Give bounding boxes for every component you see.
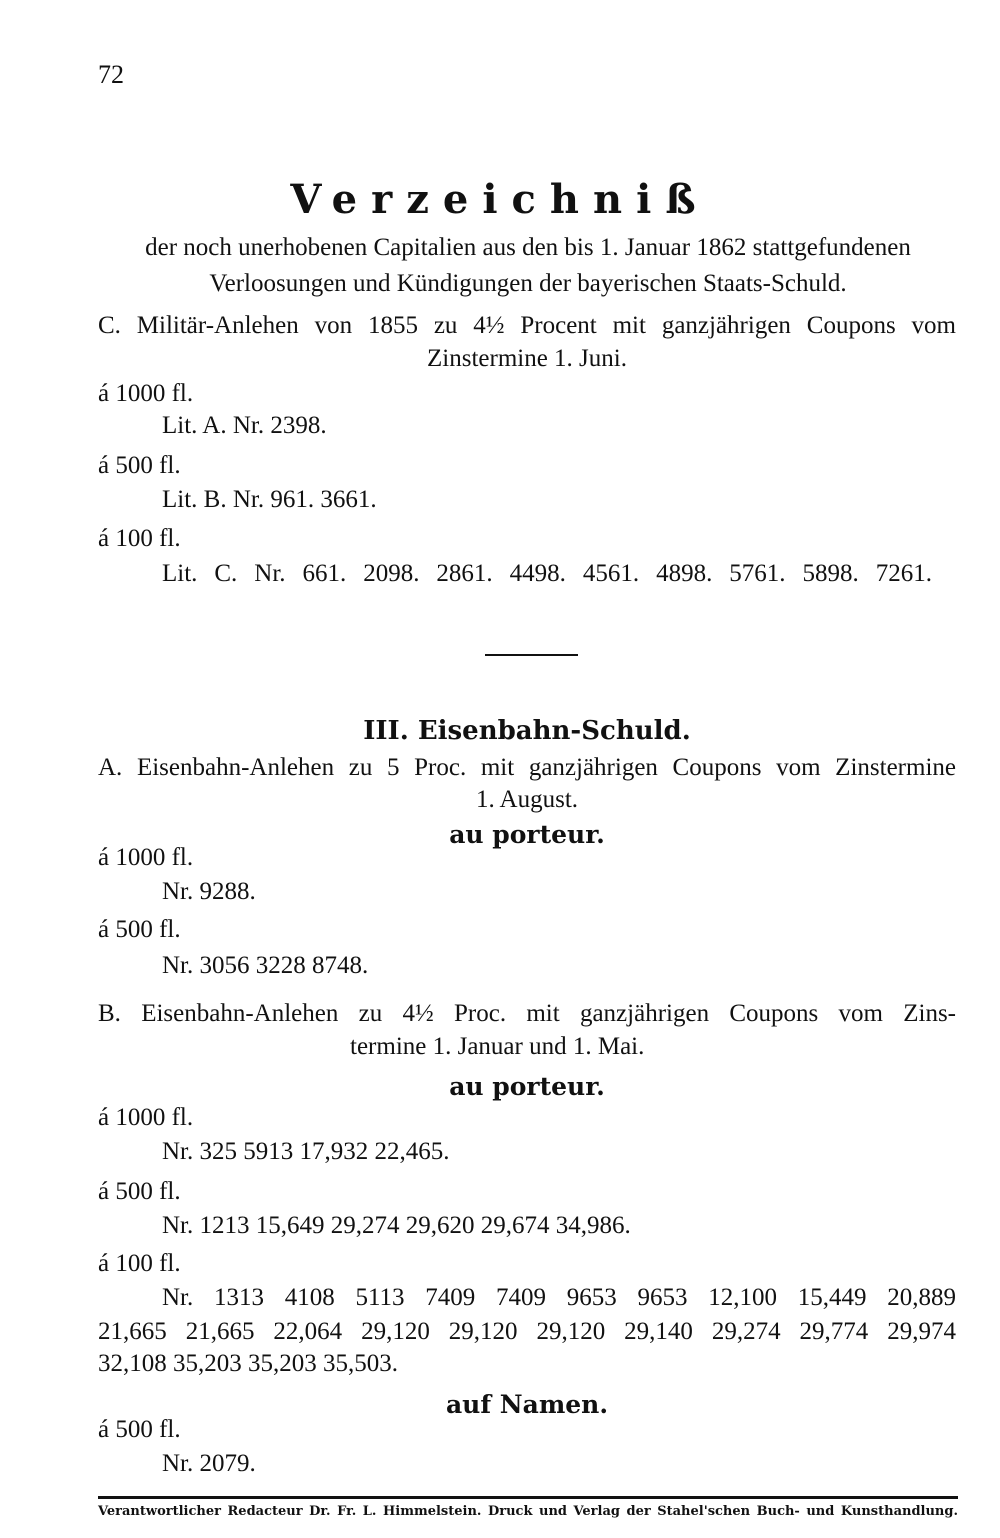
section-a-heading-line1: A. Eisenbahn-Anlehen zu 5 Proc. mit ganzjährigen Coupons vom Zinstermine: [98, 754, 956, 781]
section-b-heading-line1: B. Eisenbahn-Anlehen zu 4½ Proc. mit ganzjährigen Coupons vom Zins-: [98, 1000, 956, 1027]
section-a-1000-label: á 1000 fl.: [98, 844, 194, 871]
section-b-heading-line2: termine 1. Januar und 1. Mai.: [350, 1033, 645, 1060]
section-c-500-label: á 500 fl.: [98, 452, 181, 479]
section-b-100-label: á 100 fl.: [98, 1250, 181, 1277]
section-c-100-numbers: Lit. C. Nr. 661. 2098. 2861. 4498. 4561. 4898. 5761. 5898. 7261.: [162, 560, 932, 587]
section-iii-heading: III. Eisenbahn-Schuld.: [363, 716, 691, 746]
section-b-500-numbers: Nr. 1213 15,649 29,274 29,620 29,674 34,986.: [162, 1212, 631, 1239]
page-number: 72: [98, 60, 124, 89]
document-subtitle: der noch unerhobenen Capitalien aus den bis 1. Januar 1862 stattgefundenen Verloosungen und Kündigungen der bayerischen Staats-Schuld.: [145, 234, 911, 297]
footer-imprint: Verantwortlicher Redacteur Dr. Fr. L. Himmelstein. Druck und Verlag der Stahel'schen Buch- und Kunsthandlung.: [98, 1504, 958, 1519]
section-a-500-numbers: Nr. 3056 3228 8748.: [162, 952, 369, 979]
section-b-500-label: á 500 fl.: [98, 1178, 181, 1205]
section-c-heading-line1: C. Militär-Anlehen von 1855 zu 4½ Procent mit ganzjährigen Coupons vom: [98, 312, 956, 339]
section-a-1000-numbers: Nr. 9288.: [162, 878, 256, 905]
section-divider: [485, 654, 578, 656]
section-c-1000-label: á 1000 fl.: [98, 380, 194, 407]
document-title: Verzeichniß: [290, 176, 710, 223]
footer-rule: [98, 1496, 958, 1499]
section-b-namen-500-numbers: Nr. 2079.: [162, 1450, 256, 1477]
section-b-porteur: au porteur.: [449, 1072, 605, 1101]
section-c-heading-line2: Zinstermine 1. Juni.: [427, 345, 627, 372]
section-b-namen: auf Namen.: [445, 1390, 609, 1419]
section-b-1000-label: á 1000 fl.: [98, 1104, 194, 1131]
section-c-500-numbers: Lit. B. Nr. 961. 3661.: [162, 486, 377, 513]
section-c-100-label: á 100 fl.: [98, 525, 181, 552]
section-b-1000-numbers: Nr. 325 5913 17,932 22,465.: [162, 1138, 450, 1165]
section-a-500-label: á 500 fl.: [98, 916, 181, 943]
section-a-heading-line2: 1. August.: [475, 786, 579, 813]
section-b-namen-500-label: á 500 fl.: [98, 1416, 181, 1443]
section-b-100-numbers-line1: Nr. 1313 4108 5113 7409 7409 9653 9653 12,100 15,449 20,889: [162, 1284, 956, 1311]
section-b-100-numbers-line2: 21,665 21,665 22,064 29,120 29,120 29,120 29,140 29,274 29,774 29,974: [98, 1318, 956, 1345]
section-b-100-numbers-line3: 32,108 35,203 35,203 35,503.: [98, 1350, 398, 1377]
section-c-1000-numbers: Lit. A. Nr. 2398.: [162, 412, 327, 439]
section-a-porteur: au porteur.: [449, 820, 605, 849]
